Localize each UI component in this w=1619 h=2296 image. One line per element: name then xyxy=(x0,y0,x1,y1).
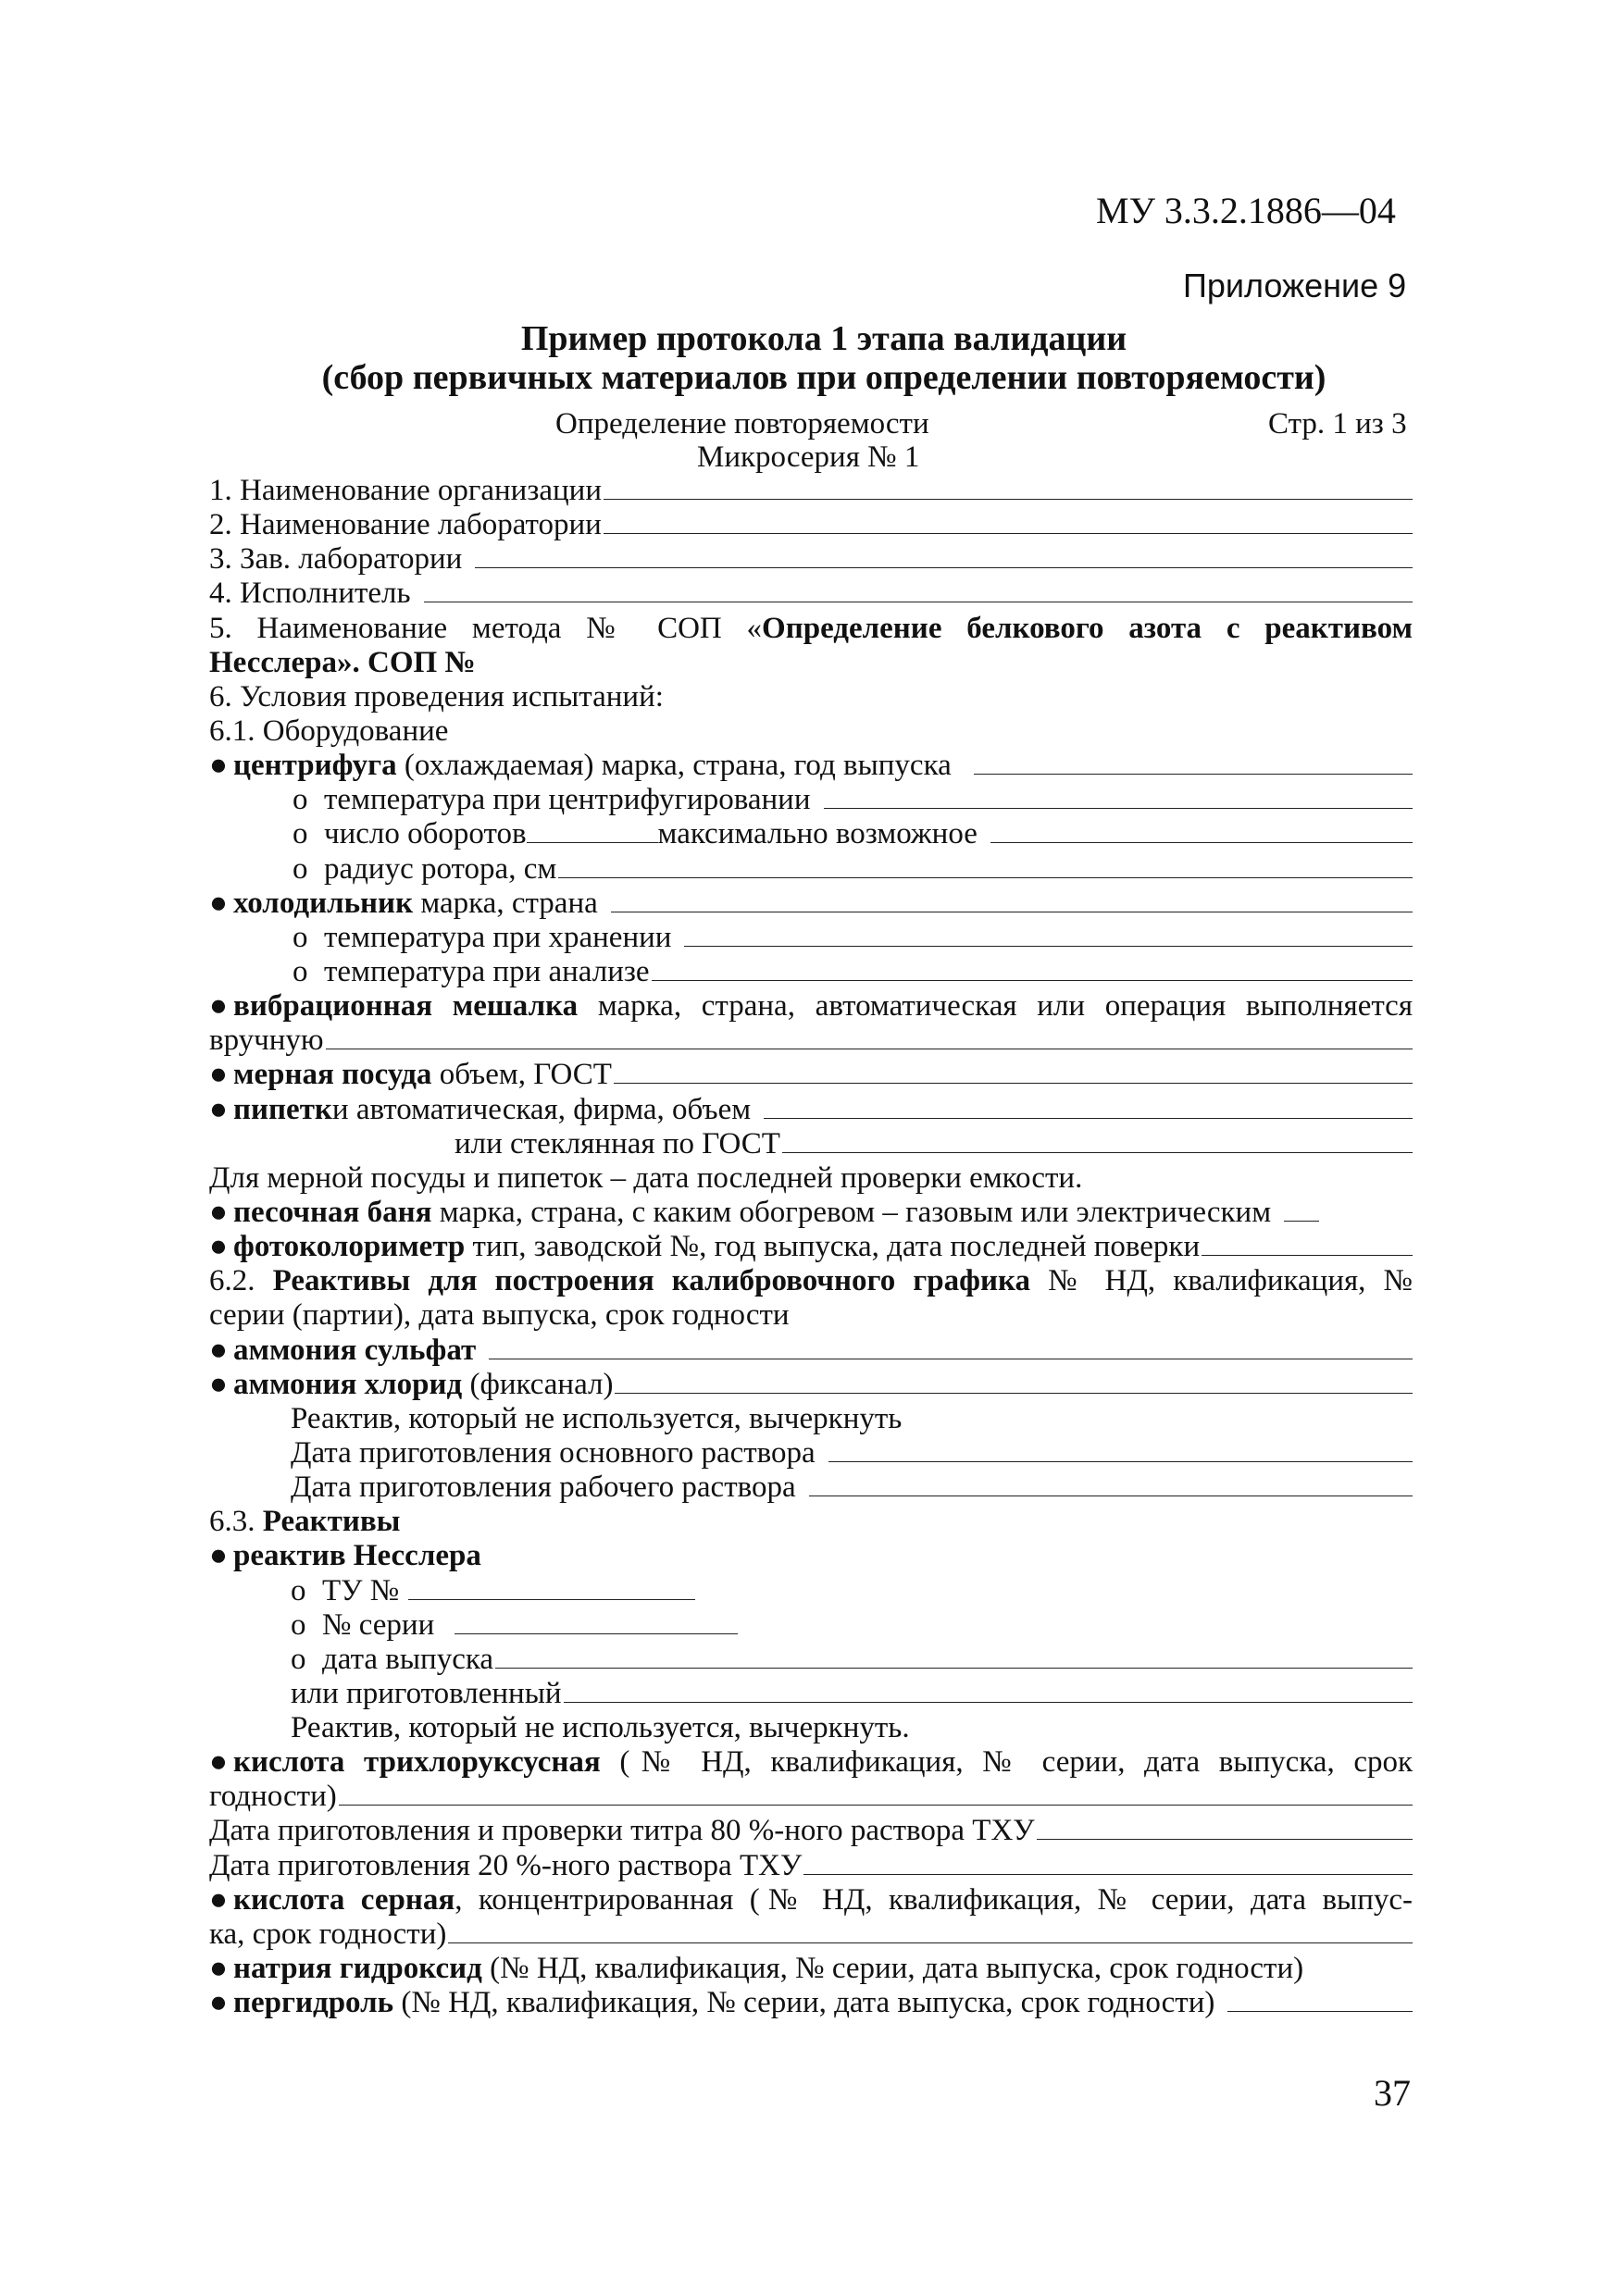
item-tca-20-date xyxy=(209,1849,1413,1883)
item-nessler-reagent xyxy=(209,1539,1413,1573)
section-calibration-reagents: 6.2. Реактивы для построения калибровочного графика № НД, квалификация, № xyxy=(209,1264,1414,1298)
item-pipettes xyxy=(209,1093,1413,1127)
circle-bullet-icon: o xyxy=(293,851,308,886)
rpm-blank[interactable] xyxy=(527,818,658,843)
bullet-icon: ● xyxy=(209,886,228,920)
item-vibration-mixer-cont xyxy=(209,1024,1413,1058)
fill-blank[interactable] xyxy=(1202,1231,1413,1256)
fill-blank[interactable] xyxy=(448,1918,1413,1943)
label: Дата приготовления основного раствора xyxy=(291,1435,816,1470)
form-line-method-cont xyxy=(209,646,1413,680)
label: ● пипетки автоматическая, фирма, объем xyxy=(209,1092,752,1126)
page-info: Стр. 1 из 3 xyxy=(1268,407,1407,441)
circle-bullet-icon: o xyxy=(293,783,308,817)
label: , концентрированная (№ НД, квалификация, № серии, дата выпус- xyxy=(455,1882,1413,1917)
item-perhydrol xyxy=(209,1986,1413,2020)
subitem-rotor-radius xyxy=(209,852,1413,887)
item-main-solution-date xyxy=(209,1436,1413,1471)
label: Дата приготовления 20 %-ного раствора ТХУ xyxy=(209,1848,803,1882)
label: ка, срок годности) xyxy=(209,1917,447,1951)
bullet-icon: ● xyxy=(209,1539,228,1573)
fill-blank[interactable] xyxy=(828,1437,1413,1462)
subitem-analysis-temp xyxy=(209,955,1413,989)
fill-blank[interactable] xyxy=(803,1850,1413,1875)
form-line-executor xyxy=(209,577,1413,611)
bullet-icon: ● xyxy=(209,1195,228,1229)
subitem-storage-temp xyxy=(209,921,1413,955)
fill-blank[interactable] xyxy=(489,1334,1413,1359)
fill-blank[interactable] xyxy=(990,818,1413,843)
label: ● фотоколориметр тип, заводской №, год выпуска, дата последней поверки xyxy=(209,1230,1201,1264)
fill-blank[interactable] xyxy=(684,922,1413,947)
protocol-form xyxy=(209,474,1413,2020)
fill-blank[interactable] xyxy=(1284,1197,1319,1222)
note-glassware: Для мерной посуды и пипеток – дата последней проверки емкости. xyxy=(209,1160,1083,1195)
fill-blank[interactable] xyxy=(652,956,1413,981)
circle-bullet-icon: o xyxy=(291,1573,306,1607)
bullet-icon: ● xyxy=(209,1986,228,2020)
section-subheading: Определение повторяемости xyxy=(555,407,929,441)
form-line-lab-head xyxy=(209,542,1413,577)
bullet-icon: ● xyxy=(209,1882,228,1917)
label: (№ НД, квалификация, № серии, дата выпуска, срок годности) xyxy=(481,1952,1304,1986)
section-reagents: 6.3. Реактивы xyxy=(209,1505,401,1539)
label: Дата приготовления и проверки титра 80 %-ного раствора ТХУ xyxy=(209,1814,1035,1848)
bullet-icon: ● xyxy=(209,1058,228,1092)
fill-blank[interactable] xyxy=(408,1575,695,1600)
bullet-icon: ● xyxy=(209,1230,228,1264)
label: o дата выпуска xyxy=(291,1642,494,1676)
circle-bullet-icon: o xyxy=(293,920,308,954)
fill-blank[interactable] xyxy=(974,750,1413,775)
item-sand-bath xyxy=(209,1196,1413,1230)
label: 2. Наименование лаборатории xyxy=(209,508,602,542)
fill-blank[interactable] xyxy=(614,1059,1413,1084)
label: кислота серная xyxy=(233,1882,455,1917)
micro-series-label: Микросерия № 1 xyxy=(697,441,920,474)
fill-blank[interactable] xyxy=(455,1609,738,1634)
method-title-cont: Несслера». СОП № xyxy=(209,645,476,679)
fill-blank[interactable] xyxy=(326,1024,1413,1049)
item-pipettes-glass xyxy=(209,1127,1413,1161)
item-ammonium-chloride xyxy=(209,1368,1413,1402)
fill-blank[interactable] xyxy=(564,1678,1413,1703)
method-title: Определение белкового азота с реактивом xyxy=(762,611,1413,645)
label: ТУ № xyxy=(322,1573,400,1607)
subitem-prepared xyxy=(209,1677,1413,1711)
bullet-icon: ● xyxy=(209,1745,228,1780)
item-vibration-mixer xyxy=(209,989,1413,1024)
label: кислота трихлоруксусная xyxy=(233,1745,601,1780)
fill-blank[interactable] xyxy=(782,1128,1413,1153)
fill-blank[interactable] xyxy=(824,784,1414,809)
label: натрия гидроксид xyxy=(233,1952,482,1986)
section-test-conditions: 6. Условия проведения испытаний: xyxy=(209,679,664,714)
form-line-organization xyxy=(209,474,1413,508)
label: o температура при центрифугировании xyxy=(293,783,811,817)
fill-blank[interactable] xyxy=(558,853,1413,878)
subitem-series-number xyxy=(209,1608,1413,1643)
subitem-release-date xyxy=(209,1643,1413,1677)
circle-bullet-icon: o xyxy=(293,817,308,851)
fill-blank[interactable] xyxy=(424,577,1413,602)
bullet-icon: ● xyxy=(209,1092,228,1126)
label: o температура при хранении xyxy=(293,920,672,954)
fill-blank[interactable] xyxy=(604,509,1413,534)
bullet-icon: ● xyxy=(209,1952,228,1986)
label: 4. Исполнитель xyxy=(209,577,411,611)
label: ● мерная посуда объем, ГОСТ xyxy=(209,1058,612,1092)
item-centrifuge xyxy=(209,749,1413,783)
document-code: МУ 3.3.2.1886—04 xyxy=(1096,190,1396,231)
label: (№ НД, квалификация, № серии, дата выпуска, срок xyxy=(600,1745,1413,1780)
fill-blank[interactable] xyxy=(615,1369,1413,1394)
label: ● центрифуга (охлаждаемая) марка, страна, год выпуска xyxy=(209,749,952,783)
fill-blank[interactable] xyxy=(604,475,1413,500)
label: вручную xyxy=(209,1024,324,1058)
label: песочная баня xyxy=(233,1195,432,1229)
fill-blank[interactable] xyxy=(1227,1987,1413,2012)
title-line-2: (сбор первичных материалов при определении повторяемости) xyxy=(321,358,1326,397)
item-tca-80-date xyxy=(209,1814,1413,1848)
subitem-tu-number xyxy=(209,1574,1413,1608)
bullet-icon: ● xyxy=(209,1367,228,1401)
label: o радиус ротора, см xyxy=(293,851,557,886)
circle-bullet-icon: o xyxy=(293,954,308,988)
label: 5. Наименование метода № СОП « xyxy=(209,611,763,645)
fill-blank[interactable] xyxy=(809,1471,1413,1496)
fill-blank[interactable] xyxy=(495,1644,1413,1669)
note-strike-reagent-2: Реактив, который не используется, вычеркнуть. xyxy=(291,1711,910,1745)
item-trichloroacetic-acid xyxy=(209,1745,1413,1780)
label: марка, страна, с каким обогревом – газовым или электрическим xyxy=(431,1195,1272,1229)
item-photocolorimeter xyxy=(209,1230,1413,1264)
label: ● холодильник марка, страна xyxy=(209,886,598,920)
page-number: 37 xyxy=(1374,2072,1411,2114)
circle-bullet-icon: o xyxy=(291,1642,306,1676)
bullet-icon: ● xyxy=(209,1333,228,1367)
title-line-1: Пример протокола 1 этапа валидации xyxy=(520,319,1127,358)
subitem-centrifuge-rpm xyxy=(209,817,1413,851)
item-sulfuric-acid xyxy=(209,1883,1413,1917)
label: № серии xyxy=(322,1607,435,1642)
label: или приготовленный xyxy=(291,1676,562,1710)
form-line-laboratory xyxy=(209,508,1413,542)
document-title xyxy=(185,319,1463,397)
fill-blank[interactable] xyxy=(339,1781,1413,1806)
subitem-centrifuge-temp xyxy=(209,783,1413,817)
circle-bullet-icon: o xyxy=(291,1607,306,1642)
item-fridge xyxy=(209,887,1413,921)
item-glassware xyxy=(209,1058,1413,1092)
label: ● пергидроль (№ НД, квалификация, № серии, дата выпуска, срок годности) xyxy=(209,1986,1215,2020)
form-line-method-name xyxy=(209,612,1413,646)
note-strike-reagent: Реактив, который не используется, вычеркнуть xyxy=(291,1401,903,1435)
label: o температура при анализе xyxy=(293,954,650,988)
item-working-solution-date xyxy=(209,1471,1413,1505)
item-sodium-hydroxide xyxy=(209,1952,1413,1986)
item-trichloroacetic-acid-cont xyxy=(209,1780,1413,1814)
fill-blank[interactable] xyxy=(764,1094,1413,1119)
fill-blank[interactable] xyxy=(1037,1815,1413,1840)
section-equipment: 6.1. Оборудование xyxy=(209,714,449,748)
appendix-label: Приложение 9 xyxy=(1183,267,1407,304)
label: вибрационная мешалка xyxy=(233,989,579,1024)
label: марка, страна, автоматическая или операция выполняется xyxy=(578,989,1413,1024)
item-sulfuric-acid-cont xyxy=(209,1917,1413,1952)
label: годности) xyxy=(209,1780,337,1814)
fill-blank[interactable] xyxy=(611,887,1413,912)
bullet-icon: ● xyxy=(209,989,228,1024)
label: или стеклянная по ГОСТ xyxy=(455,1126,780,1160)
label: 3. Зав. лаборатории xyxy=(209,542,463,577)
label: ● аммония сульфат xyxy=(209,1333,477,1367)
label: o число оборотов максимально возможное xyxy=(293,817,978,851)
label: Дата приготовления рабочего раствора xyxy=(291,1471,796,1505)
label: 1. Наименование организации xyxy=(209,474,603,507)
fill-blank[interactable] xyxy=(475,543,1413,568)
section-calibration-reagents-cont: серии (партии), дата выпуска, срок годности xyxy=(209,1298,790,1333)
label: реактив Несслера xyxy=(233,1539,481,1573)
bullet-icon: ● xyxy=(209,749,228,783)
label: ● аммония хлорид (фиксанал) xyxy=(209,1367,614,1401)
item-ammonium-sulfate xyxy=(209,1334,1413,1368)
